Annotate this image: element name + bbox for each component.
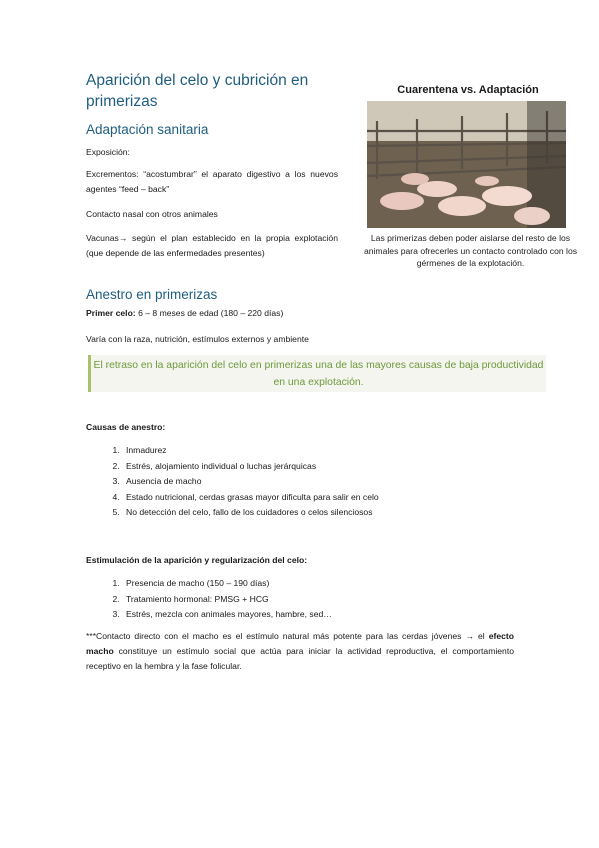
efecto-macho-term: efecto macho [86, 631, 514, 656]
primer-celo-value: 6 – 8 meses de edad (180 – 220 días) [135, 308, 284, 318]
pig-pen-photo [367, 101, 566, 228]
paragraph-varia: Varía con la raza, nutrición, estímulos externos y ambiente [86, 334, 309, 344]
section-heading-anestro: Anestro en primerizas [86, 287, 218, 302]
stimulation-heading: Estimulación de la aparición y regularización del celo: [86, 555, 308, 565]
section-heading-adaptacion: Adaptación sanitaria [86, 122, 209, 137]
paragraph-primer-celo [86, 306, 546, 321]
list-item: 2. Estrés, alojamiento individual o luchas jerárquicas [122, 459, 542, 475]
list-item: 4. Estado nutricional, cerdas grasas mayor dificulta para salir en celo [122, 490, 542, 506]
causes-heading: Causas de anestro: [86, 422, 166, 432]
list-item: 1. Inmadurez [122, 443, 542, 459]
list-item: 1. Presencia de macho (150 – 190 días) [122, 576, 542, 592]
causes-list [86, 443, 542, 521]
paragraph-exposicion: Exposición: [86, 147, 130, 157]
list-item: 5. No detección del celo, fallo de los cuidadores o celos silenciosos [122, 505, 542, 521]
figure-caption: Las primerizas deben poder aislarse del resto de los animales para ofrecerles un contacto controlado con los gérmenes de la explotación. [363, 233, 578, 268]
paragraph-vacunas: Vacunas→ según el plan establecido en la propia explotación (que depende de las enfermedades presentes) [86, 233, 338, 258]
list-item: 3. Estrés, mezcla con animales mayores, hambre, sed… [122, 607, 542, 623]
callout-box [88, 355, 546, 392]
paragraph-efecto-macho: ***Contacto directo con el macho es el estímulo natural más potente para las cerdas jóvenes → el efecto macho constituye un estímulo social que actúa para iniciar la actividad reproductiva, el comportamiento receptivo en la hembra y la fase folicular. [86, 631, 514, 671]
list-item: 3. Ausencia de macho [122, 474, 542, 490]
page-title: Aparición del celo y cubrición en primerizas [86, 72, 309, 110]
paragraph-excrementos: Excrementos: “acostumbrar” el aparato digestivo a los nuevos agentes “feed – back” [86, 169, 338, 194]
primer-celo-label: Primer celo: [86, 308, 136, 318]
paragraph-contacto-nasal: Contacto nasal con otros animales [86, 209, 218, 219]
list-item: 2. Tratamiento hormonal: PMSG + HCG [122, 592, 542, 608]
callout-text: El retraso en la aparición del celo en primerizas una de las mayores causas de baja productividad en una explotación. [93, 360, 544, 388]
stimulation-list [86, 576, 542, 623]
figure-title: Cuarentena vs. Adaptación [397, 84, 539, 96]
